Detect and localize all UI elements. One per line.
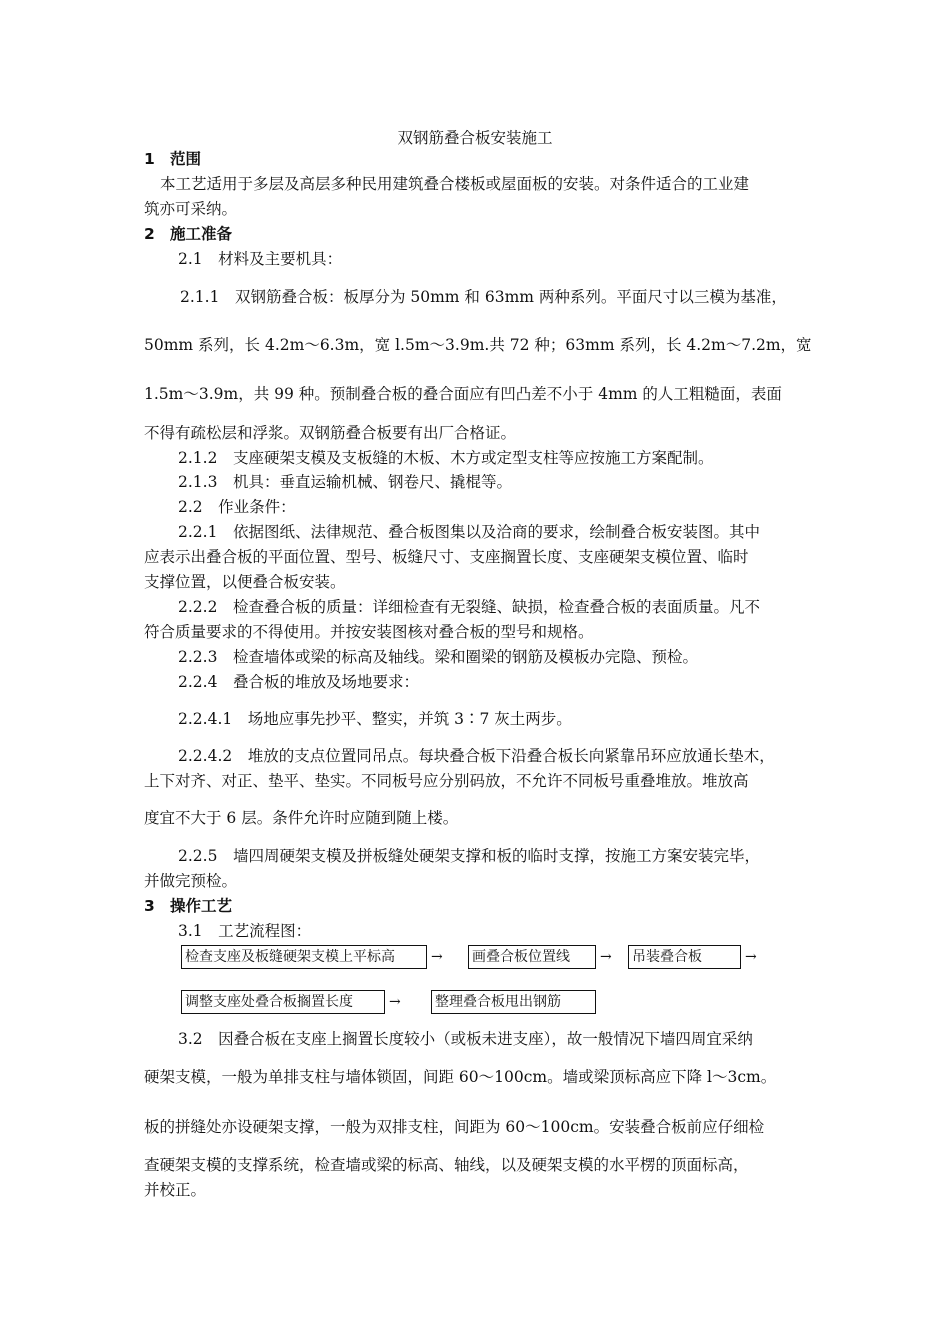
clause-3-2-line-2: 硬架支模，一般为单排支柱与墙体锁固，间距 60～100cm。墙或梁顶标高应下降 l～3cm。 <box>144 1068 777 1086</box>
document-title: 双钢筋叠合板安装施工 <box>397 129 553 147</box>
clause-2-2-2-line-1: 2.2.2 检查叠合板的质量：详细检查有无裂缝、缺损，检查叠合板的表面质量。凡不 <box>178 598 760 616</box>
section-1-number: 1 <box>144 150 155 168</box>
flow-step-arrange-rebar: 整理叠合板甩出钢筋 <box>431 990 596 1014</box>
flow-step-adjust-bearing-length: 调整支座处叠合板搁置长度 <box>181 990 385 1014</box>
flow-arrow-3: → <box>745 949 757 965</box>
section-3-number: 3 <box>144 897 155 915</box>
clause-2-2-4-2-line-2: 上下对齐、对正、垫平、垫实。不同板号应分别码放，不允许不同板号重叠堆放。堆放高 <box>144 772 749 790</box>
clause-2-2-4-1: 2.2.4.1 场地应事先抄平、整实，并筑 3∶7 灰土两步。 <box>178 710 572 728</box>
flow-step-hoist-slab: 吊装叠合板 <box>628 945 741 969</box>
subsection-2-2: 2.2 作业条件： <box>178 498 296 516</box>
section-2-heading: 施工准备 <box>170 225 233 243</box>
section-1-heading: 范围 <box>170 150 202 168</box>
section-3-heading: 操作工艺 <box>170 897 233 915</box>
paragraph-scope-line-1: 本工艺适用于多层及高层多种民用建筑叠合楼板或屋面板的安装。对条件适合的工业建 <box>160 175 750 193</box>
clause-2-1-1-line-1: 2.1.1 双钢筋叠合板：板厚分为 50mm 和 63mm 两种系列。平面尺寸以三模为基准， <box>180 288 787 306</box>
flow-arrow-4: → <box>389 994 401 1010</box>
clause-2-1-3: 2.1.3 机具：垂直运输机械、钢卷尺、撬棍等。 <box>178 473 512 491</box>
clause-2-2-4: 2.2.4 叠合板的堆放及场地要求： <box>178 673 419 691</box>
clause-2-1-1-line-3: 1.5m～3.9m，共 99 种。预制叠合板的叠合面应有凹凸差不小于 4mm 的人工粗糙面，表面 <box>144 385 782 403</box>
clause-2-2-1-line-1: 2.2.1 依据图纸、法律规范、叠合板图集以及洽商的要求，绘制叠合板安装图。其中 <box>178 523 760 541</box>
clause-2-2-5-line-1: 2.2.5 墙四周硬架支模及拼板缝处硬架支撑和板的临时支撑，按施工方案安装完毕， <box>178 847 760 865</box>
clause-2-2-5-line-2: 并做完预检。 <box>144 872 238 890</box>
flow-step-check-support: 检查支座及板缝硬架支模上平标高 <box>181 945 427 969</box>
clause-2-2-1-line-3: 支撑位置，以便叠合板安装。 <box>144 573 346 591</box>
subsection-3-1: 3.1 工艺流程图： <box>178 922 312 940</box>
clause-3-2-line-1: 3.2 因叠合板在支座上搁置长度较小（或板未进支座），故一般情况下墙四周宜采纳 <box>178 1030 753 1048</box>
clause-2-2-1-line-2: 应表示出叠合板的平面位置、型号、板缝尺寸、支座搁置长度、支座硬架支模位置、临时 <box>144 548 749 566</box>
flow-step-draw-position-line: 画叠合板位置线 <box>468 945 596 969</box>
clause-3-2-line-4: 查硬架支模的支撑系统，检查墙或梁的标高、轴线，以及硬架支模的水平楞的顶面标高， <box>144 1156 749 1174</box>
flow-arrow-1: → <box>431 949 443 965</box>
clause-2-2-3: 2.2.3 检查墙体或梁的标高及轴线。梁和圈梁的钢筋及模板办完隐、预检。 <box>178 648 698 666</box>
subsection-2-1: 2.1 材料及主要机具： <box>178 250 343 268</box>
clause-3-2-line-3: 板的拼缝处亦设硬架支撑，一般为双排支柱，间距为 60～100cm。安装叠合板前应仔细检 <box>144 1118 765 1136</box>
clause-2-1-2: 2.1.2 支座硬架支模及支板缝的木板、木方或定型支柱等应按施工方案配制。 <box>178 449 714 467</box>
paragraph-scope-line-2: 筑亦可采纳。 <box>144 200 238 218</box>
clause-3-2-line-5: 并校正。 <box>144 1181 207 1199</box>
clause-2-1-1-line-4: 不得有疏松层和浮浆。双钢筋叠合板要有出厂合格证。 <box>144 424 517 442</box>
clause-2-1-1-line-2: 50mm 系列，长 4.2m～6.3m，宽 l.5m～3.9m.共 72 种；63mm 系列，长 4.2m～7.2m，宽 <box>144 336 812 354</box>
section-2-number: 2 <box>144 225 155 243</box>
flow-arrow-2: → <box>600 949 612 965</box>
clause-2-2-2-line-2: 符合质量要求的不得使用。并按安装图核对叠合板的型号和规格。 <box>144 623 594 641</box>
clause-2-2-4-2-line-3: 度宜不大于 6 层。条件允许时应随到随上楼。 <box>144 809 459 827</box>
clause-2-2-4-2-line-1: 2.2.4.2 堆放的支点位置同吊点。每块叠合板下沿叠合板长向紧靠吊环应放通长垫木， <box>178 747 775 765</box>
